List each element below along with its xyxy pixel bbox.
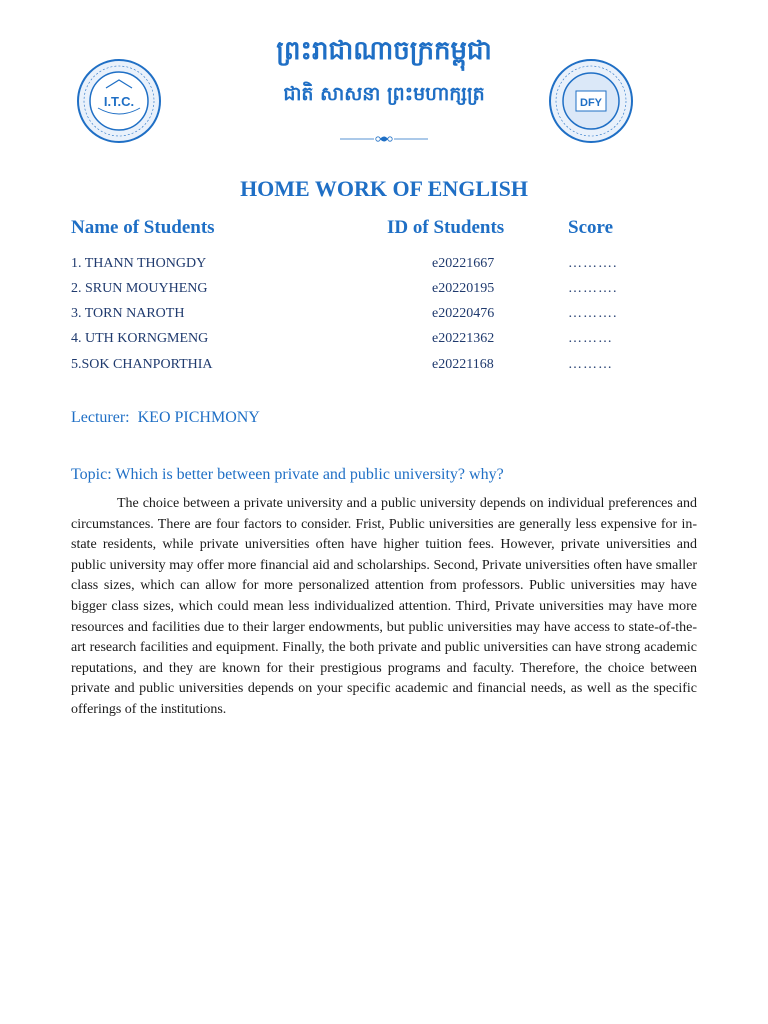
student-row (0, 331, 768, 353)
student-id: e20220195 (432, 281, 495, 296)
student-score: ……… (568, 357, 613, 372)
student-name: 4. UTH KORNGMENG (71, 331, 209, 346)
student-name: 2. SRUN MOUYHENG (71, 281, 208, 296)
column-header-score: Score (568, 217, 614, 238)
lecturer-name: KEO PICHMONY (137, 409, 260, 426)
topic-heading: Topic: Which is better between private and public university? why? (71, 466, 504, 483)
student-name: 5.SOK CHANPORTHIA (71, 357, 213, 372)
kingdom-heading: ព្រះរាជាណាចក្រកម្ពុជា (276, 36, 492, 66)
student-score: ………. (568, 281, 618, 296)
student-row (0, 306, 768, 328)
essay-paragraph: The choice between a private university and a public university depends on individual preferences and circumstances. There are four factors to consider. Frist, Public universities are generally less expensive for in-state residents, while private universities often have higher tuition fees. However, private universities and public university may offer more financial aid and scholarships. Second, Private universities often have smaller class sizes, which can allow for more personalized attention from professors. Public universities may have bigger class sizes, which could mean less individualized attention. Third, Private universities may have more resources and facilities due to their larger endowments, but public universities may have access to state-of-the-art research facilities and equipment. Finally, the both private and public universities can have strong academic reputations, and they are known for their prestigious programs and faculty. Therefore, the choice between private and public universities depends on your specific academic and financial needs, as well as the specific offerings of the institutions. (71, 496, 697, 717)
national-motto: ជាតិ សាសនា ព្រះមហាក្សត្រ (283, 83, 485, 105)
lecturer-label: Lecturer: (71, 409, 130, 426)
student-name: 3. TORN NAROTH (71, 306, 185, 321)
column-header-id: ID of Students (387, 217, 505, 238)
ornament-divider-icon (334, 132, 434, 146)
student-score: ………. (568, 306, 618, 321)
student-row (0, 357, 768, 379)
column-header-name: Name of Students (71, 217, 215, 238)
student-id: e20221168 (432, 357, 494, 372)
student-score: ……… (568, 331, 613, 346)
student-id: e20221362 (432, 331, 495, 346)
itc-seal-text: I.T.C. (103, 94, 135, 109)
student-row (0, 256, 768, 278)
student-id: e20220476 (432, 306, 495, 321)
dfy-seal-text: DFY (580, 97, 602, 109)
student-score: ………. (568, 256, 618, 271)
student-row (0, 281, 768, 303)
student-id: e20221667 (432, 256, 495, 271)
lecturer-line (71, 409, 260, 427)
document-title: HOME WORK OF ENGLISH (240, 176, 528, 201)
student-name: 1. THANN THONGDY (71, 256, 207, 271)
